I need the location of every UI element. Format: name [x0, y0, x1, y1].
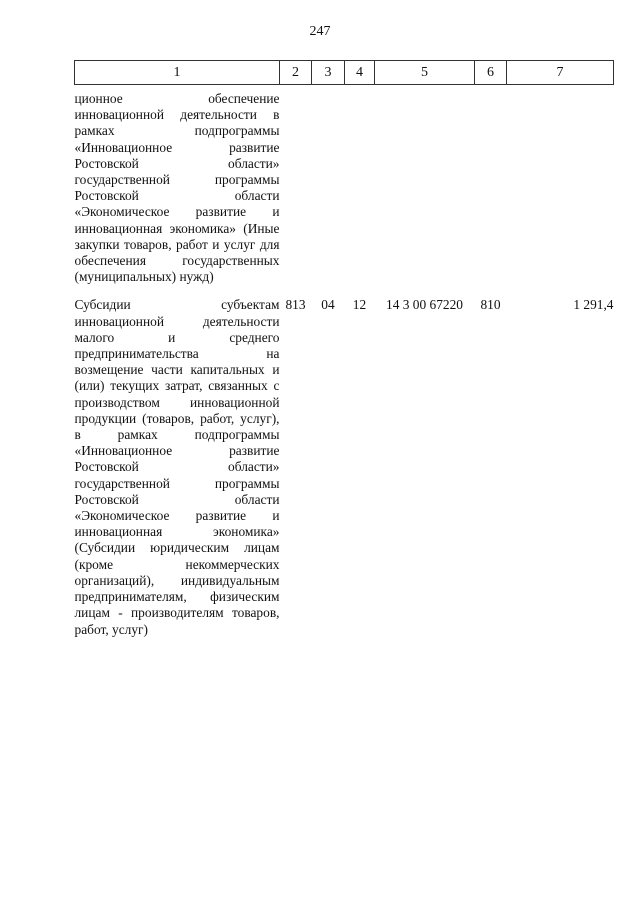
table-header-row: [75, 61, 614, 85]
cell-expense-type: 810: [480, 297, 501, 313]
budget-table: [74, 60, 614, 638]
cell-section: [312, 85, 345, 296]
cell-target-article: [375, 85, 475, 296]
table-row: [75, 295, 614, 637]
column-header: 4: [345, 61, 375, 85]
cell-subsection: [345, 85, 375, 296]
cell-ministry-code: [280, 85, 312, 296]
column-header: 6: [475, 61, 507, 85]
cell-target-article: 14 3 00 67220: [386, 297, 463, 313]
column-header: 1: [75, 61, 280, 85]
cell-ministry-code: 813: [285, 297, 306, 313]
cell-subsection: 12: [352, 297, 367, 313]
table-row: [75, 85, 614, 296]
cell-amount: [507, 85, 614, 296]
cell-amount: 1 291,4: [573, 297, 614, 313]
column-header: 7: [507, 61, 614, 85]
column-header: 5: [375, 61, 475, 85]
page-number: 247: [309, 24, 331, 39]
row-description: Субсидии субъектам инновационной деятельности малого и среднего предпринимательства на возмещение части капитальных и (или) текущих затрат, связанных с производством инновационной продукции (товаров, работ, услуг), в рамках подпрограммы «Инновационное развитие Ростовской области» государственной программы Ростовской области «Экономическое развитие и инновационная экономика» (Субсидии юридическим лицам (кроме некоммерческих организаций), индивидуальным предпринимателям, физическим лицам - производителям товаров, работ, услуг): [74, 297, 280, 637]
column-header: 2: [280, 61, 312, 85]
cell-section: 04: [321, 297, 335, 313]
cell-expense-type: [475, 85, 507, 296]
row-description: ционное обеспечение инновационной деятельности в рамках подпрограммы «Инновационное развитие Ростовской области» государственной программы Ростовской области «Экономическое развитие и инновационная экономика» (Иные закупки товаров, работ и услуг для обеспечения государственных (муниципальных) нужд): [74, 91, 280, 285]
column-header: 3: [312, 61, 345, 85]
